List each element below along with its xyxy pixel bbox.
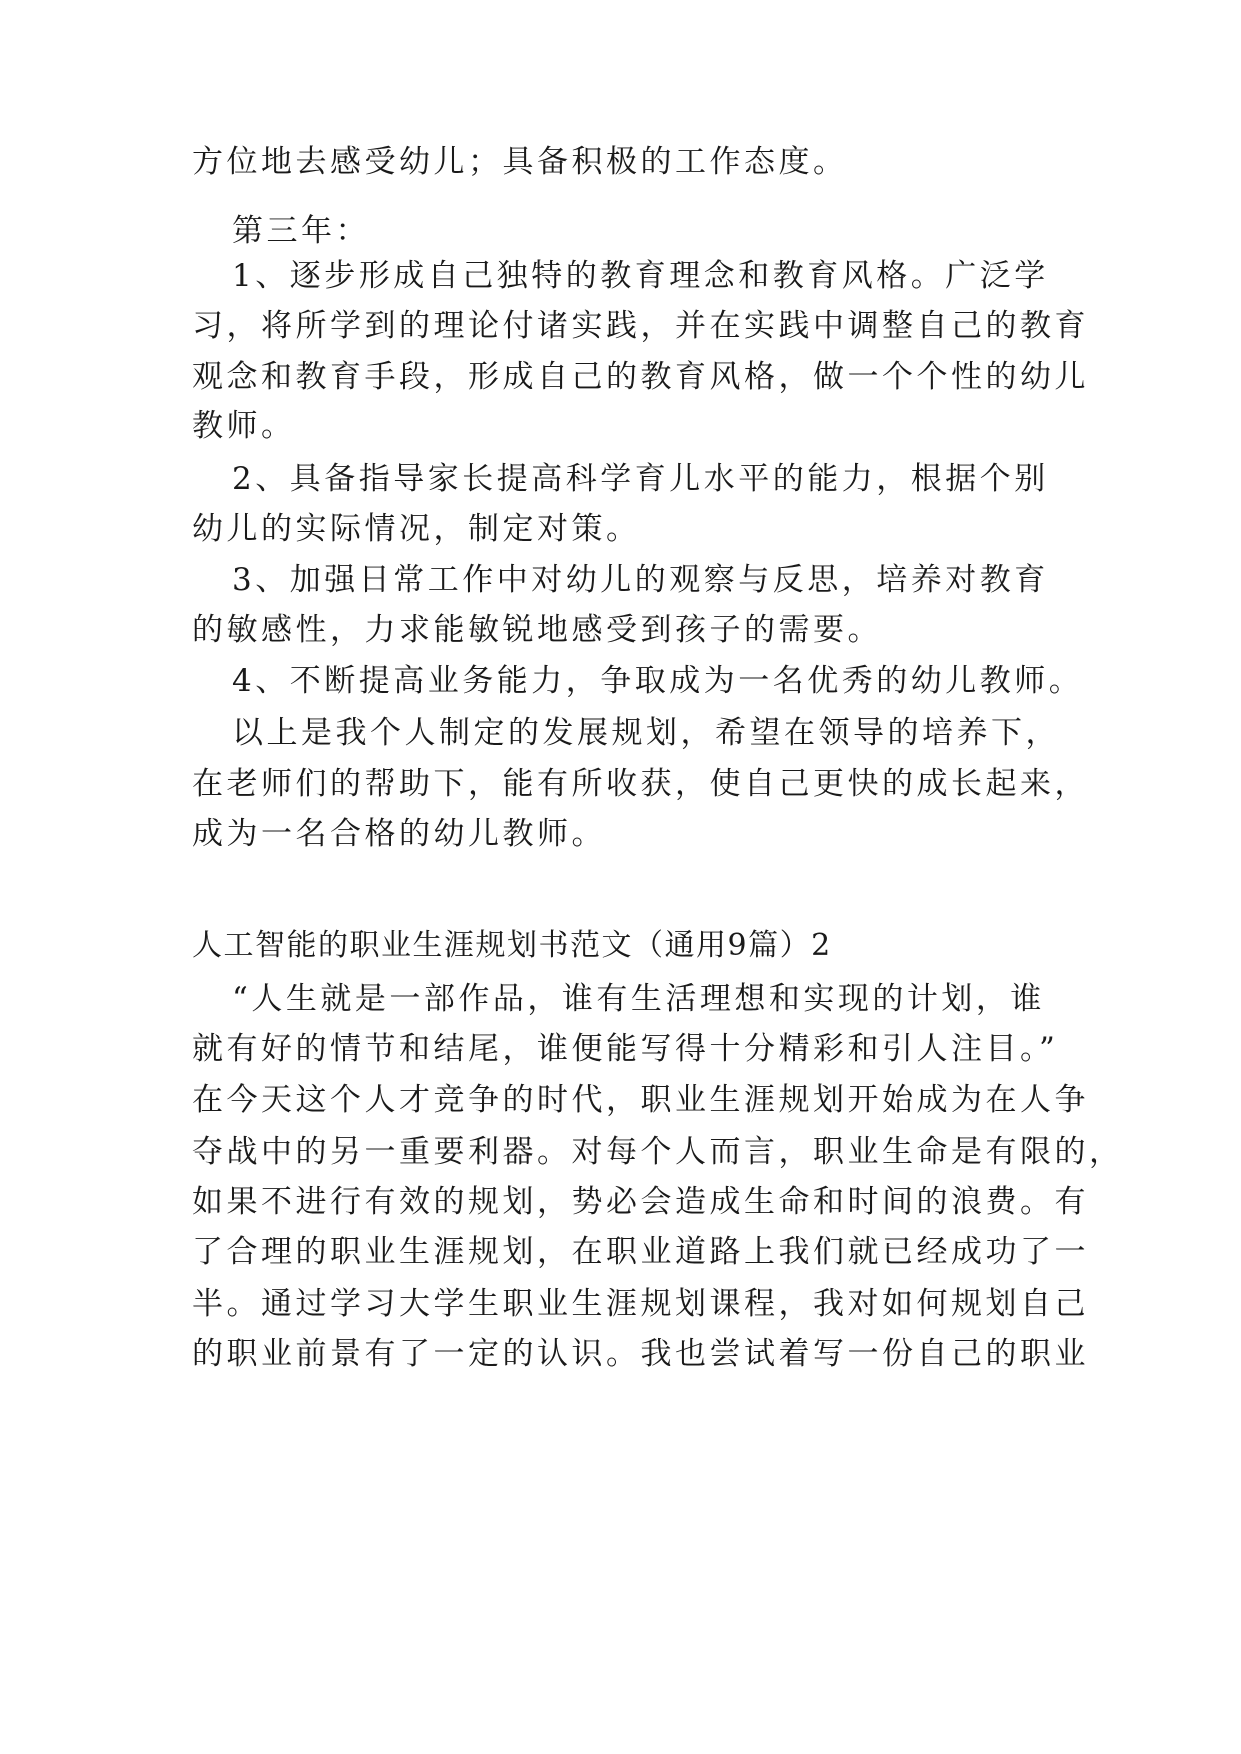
section-label-year-three: 第三年： — [232, 213, 370, 249]
paragraph-line: 的敏感性，力求能敏锐地感受到孩子的需要。 — [192, 612, 882, 648]
paragraph-line: 观念和教育手段，形成自己的教育风格，做一个个性的幼儿 — [192, 359, 1089, 395]
paragraph-line: 如果不进行有效的规划，势必会造成生命和时间的浪费。有 — [192, 1184, 1089, 1220]
paragraph-line: 的职业前景有了一定的认识。我也尝试着写一份自己的职业 — [192, 1336, 1089, 1372]
paragraph-line: 3、加强日常工作中对幼儿的观察与反思，培养对教育 — [232, 562, 1049, 598]
paragraph-line: 了合理的职业生涯规划，在职业道路上我们就已经成功了一 — [192, 1234, 1089, 1270]
paragraph-line: 方位地去感受幼儿；具备积极的工作态度。 — [192, 144, 848, 180]
paragraph-line: 1、逐步形成自己独特的教育理念和教育风格。广泛学 — [232, 258, 1049, 294]
paragraph-line: 就有好的情节和结尾，谁便能写得十分精彩和引人注目。” — [192, 1031, 1059, 1067]
article-title: 人工智能的职业生涯规划书范文（通用9篇）2 — [192, 928, 832, 963]
paragraph-line: 半。通过学习大学生职业生涯规划课程，我对如何规划自己 — [192, 1286, 1089, 1322]
paragraph-line: 4、不断提高业务能力，争取成为一名优秀的幼儿教师。 — [232, 663, 1084, 699]
paragraph-line: 成为一名合格的幼儿教师。 — [192, 816, 606, 852]
paragraph-line: 习，将所学到的理论付诸实践，并在实践中调整自己的教育 — [192, 308, 1089, 344]
paragraph-line: 2、具备指导家长提高科学育儿水平的能力，根据个别 — [232, 461, 1049, 497]
paragraph-line: 夺战中的另一重要利器。对每个人而言，职业生命是有限的， — [192, 1134, 1124, 1170]
paragraph-line: 在今天这个人才竞争的时代，职业生涯规划开始成为在人争 — [192, 1082, 1089, 1118]
paragraph-line: 以上是我个人制定的发展规划，希望在领导的培养下， — [232, 715, 1060, 751]
paragraph-line: 教师。 — [192, 408, 296, 444]
paragraph-line: 幼儿的实际情况，制定对策。 — [192, 511, 641, 547]
paragraph-line: “人生就是一部作品，谁有生活理想和实现的计划，谁 — [232, 981, 1045, 1017]
paragraph-line: 在老师们的帮助下，能有所收获，使自己更快的成长起来， — [192, 766, 1089, 802]
